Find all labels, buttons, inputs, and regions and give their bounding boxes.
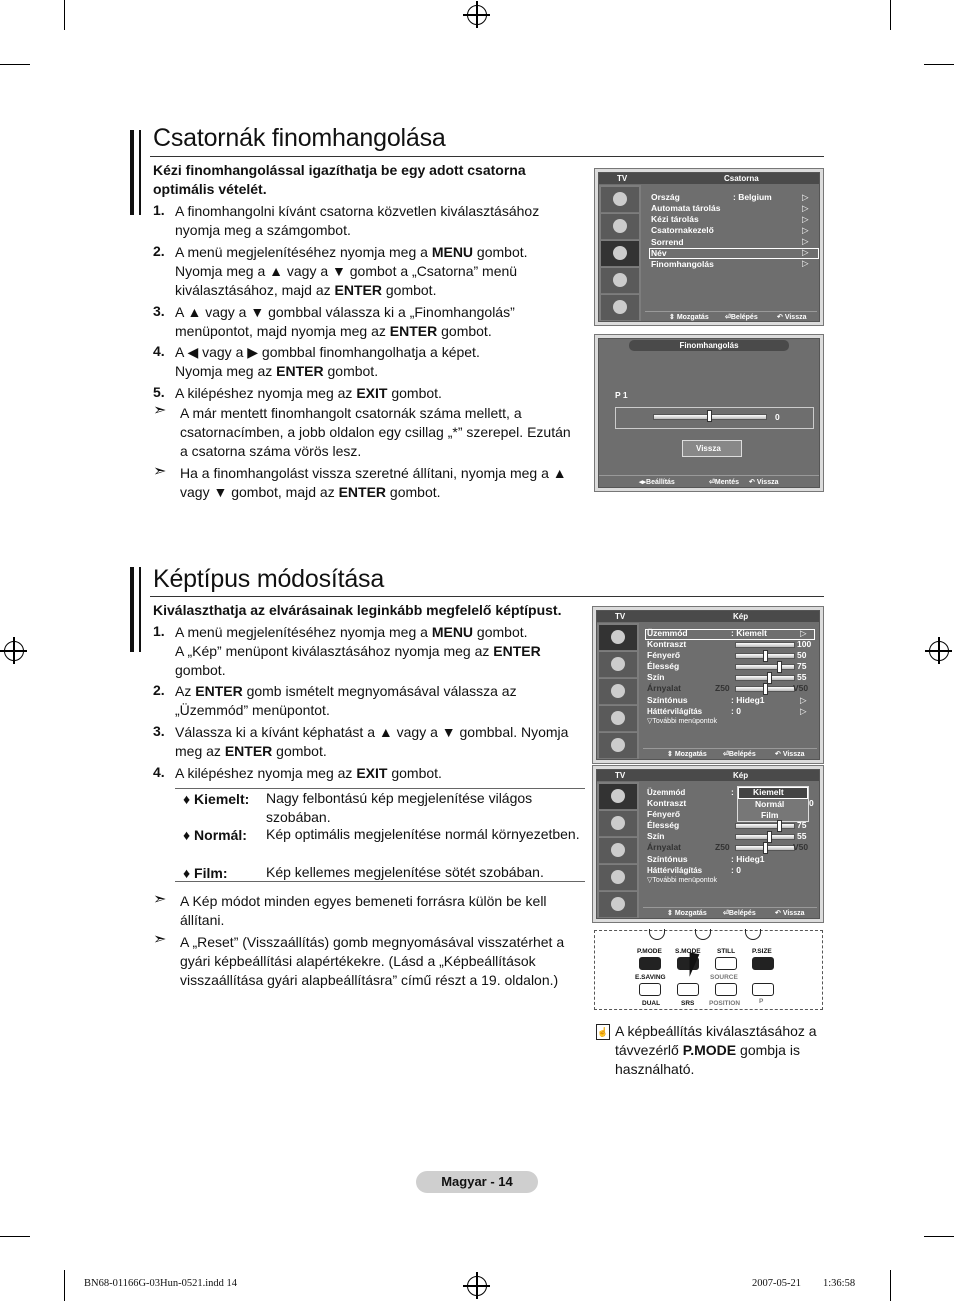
osd-channel-menu bbox=[594, 168, 824, 326]
osd-tv-label: TV bbox=[615, 612, 626, 621]
section-intro: Kiválaszthatja az elvárásainak leginkább megfelelő képtípust. bbox=[153, 602, 562, 618]
osd-header bbox=[599, 173, 819, 184]
option-name: ♦ Film: bbox=[183, 865, 228, 881]
crop-mark bbox=[890, 0, 891, 30]
input-menu-icon bbox=[599, 892, 637, 918]
osd-tv-label: TV bbox=[615, 771, 626, 780]
slider-thumb[interactable] bbox=[763, 842, 768, 854]
note-arrow-icon: ➣ bbox=[153, 931, 167, 948]
dropdown-option[interactable]: Film bbox=[761, 810, 779, 820]
osd-value: Z50 bbox=[715, 683, 730, 693]
osd-footer-back: ↶ Vissza bbox=[749, 479, 779, 486]
step-number: 2. bbox=[153, 243, 165, 259]
remote-button[interactable] bbox=[649, 929, 665, 940]
section-marker bbox=[130, 567, 134, 652]
sharpness-slider[interactable] bbox=[735, 823, 795, 829]
section-marker bbox=[139, 130, 141, 215]
step-text: Válassza ki a kívánt képhatást a ▲ vagy a ▼ gombbal. Nyomja meg az ENTER gombot. bbox=[175, 724, 569, 759]
osd-menu-item[interactable]: Kontraszt bbox=[647, 639, 687, 649]
osd-title: Finomhangolás bbox=[629, 340, 789, 351]
option-name: ♦ Normál: bbox=[183, 827, 247, 843]
osd-menu-item[interactable]: Színtónus bbox=[647, 695, 688, 705]
osd-value: : 0 bbox=[731, 865, 741, 875]
chevron-right-icon: ▷ ▷ ▷ ▷ ▷ ▷ ▷ bbox=[802, 192, 809, 268]
osd-footer-enter: ⏎Belépés bbox=[723, 751, 756, 758]
still-button[interactable] bbox=[715, 957, 737, 970]
section-title: Csatornák finomhangolása bbox=[153, 124, 446, 152]
osd-menu-item[interactable]: Fényerő bbox=[647, 650, 681, 660]
note-text: A Kép módot minden egyes bemeneti forrásra külön be kell állítani. bbox=[180, 893, 547, 928]
osd-menu-item[interactable]: Kézi tárolás bbox=[651, 214, 699, 224]
osd-menu-item[interactable]: Üzemmód bbox=[647, 628, 688, 638]
osd-footer-enter: ⏎Belépés bbox=[725, 314, 758, 321]
remote-note-text: A képbeállítás kiválasztásához a távvezérlő P.MODE gombja is használható. bbox=[615, 1023, 817, 1077]
note-text: A „Reset” (Visszaállítás) gomb megnyomásával visszatérhet a gyári képbeállítási alapértékekre. (Lásd a „Képbeállítások visszaállítása gyári alapbeállításra” című részt a 19. oldalon.) bbox=[180, 934, 565, 988]
note-text: A már mentett finomhangolt csatornák száma mellett, a csatornacímben, a jobb oldalon egy csillag „*” szerepel. Ezután a csatorna száma vörös lesz. bbox=[180, 405, 571, 459]
osd-value: V50 bbox=[793, 842, 809, 852]
osd-sidebar bbox=[597, 782, 639, 918]
osd-value: 0 bbox=[809, 798, 814, 808]
osd-title: Kép bbox=[733, 612, 749, 621]
crop-mark bbox=[0, 1236, 30, 1237]
osd-channel-label: P 1 bbox=[615, 390, 628, 400]
osd-menu-value: : Belgium bbox=[733, 192, 772, 202]
osd-menu-value: : Kiemelt bbox=[731, 628, 767, 638]
sound-menu-icon bbox=[599, 811, 637, 837]
note-hand-icon: ☝ bbox=[596, 1024, 610, 1040]
osd-finetune-menu bbox=[594, 334, 824, 492]
crop-mark bbox=[890, 1270, 891, 1301]
osd-footer-move: ⇕ Mozgatás bbox=[669, 314, 709, 321]
footer-date: 2007-05-21 bbox=[752, 1278, 801, 1289]
remote-label: SOURCE bbox=[710, 974, 738, 981]
channel-menu-icon bbox=[599, 838, 637, 864]
input-menu-icon bbox=[601, 295, 639, 321]
chevron-right-icon: ▷ bbox=[800, 695, 807, 705]
setup-menu-icon bbox=[599, 865, 637, 891]
color-slider[interactable] bbox=[735, 834, 795, 840]
osd-menu-item[interactable]: Üzemmód bbox=[647, 788, 686, 797]
osd-value: 100 bbox=[797, 639, 812, 649]
picture-menu-icon bbox=[599, 784, 637, 810]
crop-mark bbox=[0, 64, 30, 65]
osd-panel bbox=[596, 769, 820, 919]
osd-more-items[interactable]: ▽További menüpontok bbox=[647, 877, 717, 884]
osd-footer-enter: ⏎Belépés bbox=[723, 910, 756, 917]
remote-label: STILL bbox=[717, 948, 736, 955]
step-number: 3. bbox=[153, 303, 165, 319]
footer-time: 1:36:58 bbox=[823, 1278, 856, 1289]
section-marker bbox=[139, 567, 141, 652]
osd-panel bbox=[598, 172, 820, 322]
section-marker bbox=[130, 130, 134, 215]
chevron-right-icon: ▷ bbox=[800, 628, 807, 638]
contrast-slider[interactable] bbox=[735, 642, 795, 648]
osd-value: 75 bbox=[797, 820, 807, 830]
osd-value: 55 bbox=[797, 831, 807, 841]
osd-footer-save: ⏎Mentés bbox=[709, 479, 739, 486]
osd-panel bbox=[598, 338, 820, 488]
note-arrow-icon: ➣ bbox=[153, 402, 167, 419]
title-rule bbox=[150, 156, 824, 157]
page-number-badge: Magyar - 14 bbox=[416, 1171, 538, 1193]
osd-value: 75 bbox=[797, 661, 807, 671]
step-text: Az ENTER gomb ismételt megnyomásával válassza az „Üzemmód” menüpontot. bbox=[175, 683, 517, 718]
section-intro: Kézi finomhangolással igazíthatja be egy adott csatorna optimális vételét. bbox=[153, 162, 526, 197]
footer-filename: BN68-01166G-03Hun-0521.indd 14 bbox=[84, 1278, 238, 1289]
osd-menu-item[interactable]: Élesség bbox=[647, 820, 680, 830]
osd-value: 50 bbox=[797, 650, 807, 660]
srs-button[interactable] bbox=[677, 983, 699, 996]
crop-mark bbox=[924, 64, 954, 65]
step-number: 1. bbox=[153, 623, 165, 639]
remote-button[interactable] bbox=[695, 929, 711, 940]
remote-label: SRS bbox=[681, 1000, 695, 1007]
note-text: Ha a finomhangolást vissza szeretné állítani, nyomja meg a ▲ vagy ▼ gombot, majd az ENTER gombot. bbox=[180, 465, 567, 500]
remote-label: POSITION bbox=[709, 1000, 741, 1007]
osd-footer-move: ⇕ Mozgatás bbox=[667, 910, 707, 917]
chevron-right-icon: ▷ bbox=[800, 706, 807, 716]
option-desc: Kép optimális megjelenítése normál környezetben. bbox=[266, 826, 580, 842]
osd-footer-adjust: ◂▸Beállítás bbox=[639, 479, 675, 486]
osd-menu-item[interactable]: Kontraszt bbox=[647, 798, 687, 808]
osd-menu-item[interactable]: Szín bbox=[647, 831, 665, 841]
osd-footer-back: ↶ Vissza bbox=[775, 751, 805, 758]
p-size-button[interactable] bbox=[752, 957, 774, 970]
osd-picture-menu bbox=[592, 606, 824, 764]
step-text: A kilépéshez nyomja meg az EXIT gombot. bbox=[175, 765, 442, 781]
step-number: 4. bbox=[153, 343, 165, 359]
osd-more-items[interactable]: ▽További menüpontok bbox=[647, 718, 717, 725]
step-number: 2. bbox=[153, 682, 165, 698]
crop-mark bbox=[64, 1270, 65, 1301]
remote-label: DUAL bbox=[642, 1000, 661, 1007]
note-arrow-icon: ➣ bbox=[153, 463, 167, 480]
registration-mark-icon bbox=[467, 1276, 487, 1296]
step-text: A menü megjelenítéséhez nyomja meg a MENU gombot. Nyomja meg a ▲ vagy a ▼ gombot a „Csatorna” menü kiválasztásához, majd az ENTER gombot. bbox=[175, 244, 528, 298]
osd-value: Z50 bbox=[715, 842, 730, 852]
step-number: 1. bbox=[153, 202, 165, 218]
step-text: A ▲ vagy a ▼ gombbal válassza ki a „Finomhangolás” menüpontot, majd nyomja meg az ENTER gombot. bbox=[175, 304, 515, 339]
osd-menu-item[interactable]: Automata tárolás bbox=[651, 203, 721, 213]
sound-menu-icon bbox=[599, 652, 637, 678]
step-text: A kilépéshez nyomja meg az EXIT gombot. bbox=[175, 385, 442, 401]
osd-menu-item[interactable]: Csatornakezelő bbox=[651, 225, 714, 235]
dual-button[interactable] bbox=[639, 983, 661, 996]
input-menu-icon bbox=[599, 733, 637, 759]
slider-thumb[interactable] bbox=[777, 661, 782, 673]
osd-menu-item[interactable]: Árnyalat bbox=[647, 842, 682, 852]
setup-menu-icon bbox=[599, 706, 637, 732]
channel-up-button[interactable] bbox=[752, 983, 774, 996]
sharpness-slider[interactable] bbox=[735, 664, 795, 670]
remote-label: S.MODE bbox=[675, 948, 701, 955]
slider-thumb[interactable] bbox=[777, 820, 782, 832]
step-number: 5. bbox=[153, 384, 165, 400]
osd-back-label: Vissza bbox=[696, 444, 721, 453]
osd-header bbox=[597, 611, 819, 622]
osd-menu-item[interactable]: Színtónus bbox=[647, 854, 688, 864]
remote-label: P bbox=[759, 998, 764, 1005]
osd-menu-item[interactable]: Háttérvilágítás bbox=[647, 866, 703, 875]
position-button[interactable] bbox=[715, 983, 737, 996]
remote-control-illustration bbox=[594, 930, 823, 1010]
step-number: 3. bbox=[153, 723, 165, 739]
osd-tv-label: TV bbox=[617, 174, 628, 183]
osd-menu-item[interactable]: Élesség bbox=[647, 661, 680, 671]
picture-menu-icon bbox=[601, 187, 639, 213]
p-mode-button[interactable] bbox=[639, 957, 661, 970]
picture-menu-icon bbox=[599, 625, 637, 651]
registration-mark-icon bbox=[929, 641, 949, 661]
color-slider[interactable] bbox=[735, 675, 795, 681]
registration-mark-icon bbox=[467, 5, 487, 25]
osd-selection-box bbox=[649, 248, 819, 259]
remote-label: E.SAVING bbox=[635, 974, 666, 981]
remote-button[interactable] bbox=[745, 929, 761, 940]
osd-menu-item[interactable]: Név bbox=[651, 248, 667, 258]
osd-footer-back: ↶ Vissza bbox=[775, 910, 805, 917]
dropdown-option[interactable]: Normál bbox=[755, 799, 785, 809]
channel-menu-icon bbox=[601, 241, 639, 267]
slider-thumb[interactable] bbox=[763, 683, 768, 695]
section-title: Képtípus módosítása bbox=[153, 565, 385, 593]
osd-picture-mode-menu bbox=[592, 765, 824, 923]
osd-header bbox=[597, 770, 819, 781]
step-number: 4. bbox=[153, 764, 165, 780]
osd-value: : 0 bbox=[731, 706, 741, 716]
osd-sidebar bbox=[597, 623, 639, 759]
osd-menu-item[interactable]: Háttérvilágítás bbox=[647, 707, 703, 716]
osd-menu-item[interactable]: Szín bbox=[647, 672, 665, 682]
sound-menu-icon bbox=[601, 214, 639, 240]
note-arrow-icon: ➣ bbox=[153, 891, 167, 908]
osd-menu-item[interactable]: Ország bbox=[651, 192, 680, 202]
osd-slider-value: 0 bbox=[775, 412, 780, 422]
step-text: A ◀ vagy a ▶ gombbal finomhangolhatja a képet. Nyomja meg az ENTER gombot. bbox=[175, 344, 480, 379]
osd-sidebar bbox=[599, 185, 641, 321]
option-desc: Kép kellemes megjelenítése sötét szobában. bbox=[266, 864, 544, 880]
osd-title: Kép bbox=[733, 771, 749, 780]
crop-mark bbox=[924, 1236, 954, 1237]
osd-value: 55 bbox=[797, 672, 807, 682]
crop-mark bbox=[64, 0, 65, 30]
slider-thumb[interactable] bbox=[763, 650, 768, 662]
channel-menu-icon bbox=[599, 679, 637, 705]
step-text: A finomhangolni kívánt csatorna közvetlen kiválasztásához nyomja meg a számgombot. bbox=[175, 203, 540, 238]
osd-menu-item[interactable]: Sorrend bbox=[651, 237, 684, 247]
osd-menu-item[interactable]: Finomhangolás bbox=[651, 259, 714, 269]
osd-value: : Hideg1 bbox=[731, 695, 765, 705]
osd-title: Csatorna bbox=[724, 174, 759, 183]
slider-thumb[interactable] bbox=[707, 410, 712, 422]
osd-value: : Hideg1 bbox=[731, 854, 765, 864]
remote-label: P.MODE bbox=[637, 948, 662, 955]
title-rule bbox=[150, 596, 824, 597]
setup-menu-icon bbox=[601, 268, 639, 294]
registration-mark-icon bbox=[4, 641, 24, 661]
dropdown-option[interactable]: Kiemelt bbox=[753, 787, 784, 797]
osd-menu-item[interactable]: Árnyalat bbox=[647, 683, 682, 693]
osd-colon: : bbox=[731, 787, 734, 797]
osd-value: V50 bbox=[793, 683, 809, 693]
osd-menu-item[interactable]: Fényerő bbox=[647, 809, 681, 819]
remote-label: P.SIZE bbox=[752, 948, 772, 955]
option-desc: Nagy felbontású kép megjelenítése világos szobában. bbox=[266, 790, 533, 825]
osd-footer-move: ⇕ Mozgatás bbox=[667, 751, 707, 758]
osd-panel bbox=[596, 610, 820, 760]
step-text: A menü megjelenítéséhez nyomja meg a MENU gombot. A „Kép” menüpont kiválasztásához nyomja meg az ENTER gombot. bbox=[175, 624, 541, 678]
osd-footer-back: ↶ Vissza bbox=[777, 314, 807, 321]
option-name: ♦ Kiemelt: bbox=[183, 791, 250, 807]
